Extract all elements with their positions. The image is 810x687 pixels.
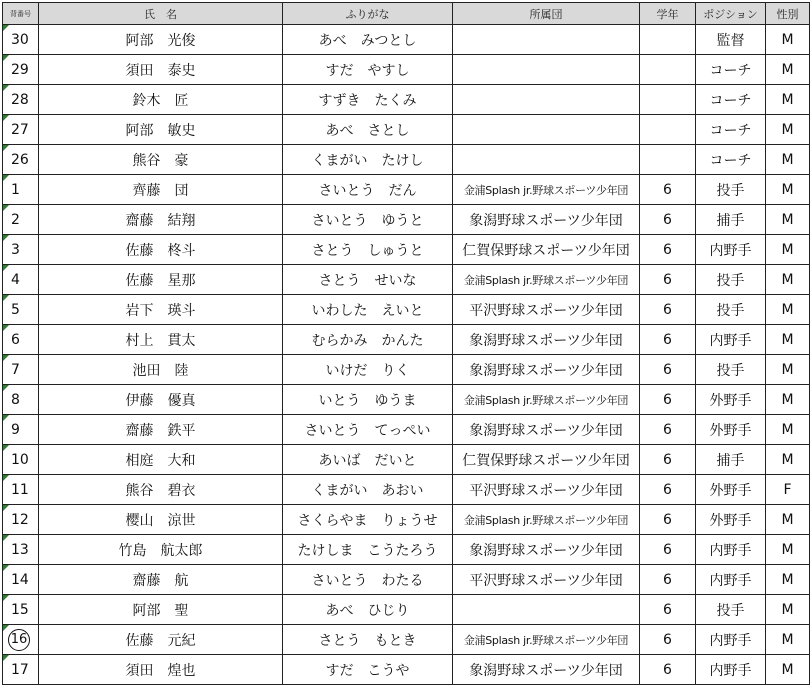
uniform-number: 4 [11, 271, 20, 288]
uniform-number: 15 [11, 601, 29, 618]
player-sex: M [766, 385, 810, 415]
player-team: 仁賀保野球スポーツ少年団 [453, 445, 640, 475]
player-position: 投手 [696, 595, 766, 625]
player-furigana: あべ さとし [283, 115, 453, 145]
player-grade: 6 [640, 535, 696, 565]
player-sex: M [766, 655, 810, 685]
header-name: 氏 名 [39, 3, 283, 25]
player-team: 象潟野球スポーツ少年団 [453, 355, 640, 385]
player-grade: 6 [640, 595, 696, 625]
table-row [3, 535, 810, 565]
player-team: 仁賀保野球スポーツ少年団 [453, 235, 640, 265]
uniform-number: 13 [11, 541, 29, 558]
player-sex: M [766, 625, 810, 655]
player-position: 内野手 [696, 325, 766, 355]
player-position: 外野手 [696, 475, 766, 505]
table-row [3, 235, 810, 265]
header-furigana: ふりがな [283, 3, 453, 25]
uniform-number: 1 [11, 181, 20, 198]
header-sex: 性別 [766, 3, 810, 25]
table-row [3, 655, 810, 685]
player-furigana: あべ ひじり [283, 595, 453, 625]
player-name: 齋藤 鉄平 [39, 415, 283, 445]
player-name: 佐藤 元紀 [39, 625, 283, 655]
player-team [453, 145, 640, 175]
uniform-number: 9 [11, 421, 20, 438]
player-grade: 6 [640, 625, 696, 655]
player-position: 内野手 [696, 625, 766, 655]
player-grade: 6 [640, 445, 696, 475]
uniform-number: 14 [11, 571, 29, 588]
player-sex: M [766, 175, 810, 205]
player-sex: M [766, 295, 810, 325]
player-furigana: あべ みつとし [283, 25, 453, 55]
uniform-number: 26 [11, 151, 29, 168]
uniform-number-cell [3, 115, 39, 145]
uniform-number-cell [3, 535, 39, 565]
player-sex: M [766, 565, 810, 595]
player-grade: 6 [640, 325, 696, 355]
player-sex: M [766, 415, 810, 445]
table-row [3, 595, 810, 625]
player-grade: 6 [640, 385, 696, 415]
player-grade [640, 25, 696, 55]
player-furigana: あいば だいと [283, 445, 453, 475]
player-name: 須田 煌也 [39, 655, 283, 685]
uniform-number-cell [3, 445, 39, 475]
player-position: 投手 [696, 265, 766, 295]
player-team [453, 595, 640, 625]
player-sex: M [766, 25, 810, 55]
player-sex: M [766, 505, 810, 535]
player-position: 内野手 [696, 655, 766, 685]
table-row [3, 325, 810, 355]
table-row [3, 415, 810, 445]
player-name: 阿部 敏史 [39, 115, 283, 145]
player-sex: M [766, 535, 810, 565]
uniform-number-cell [3, 175, 39, 205]
player-sex: M [766, 355, 810, 385]
uniform-number: 17 [11, 661, 29, 678]
player-furigana: さとう せいな [283, 265, 453, 295]
uniform-number-cell [3, 55, 39, 85]
uniform-number: 27 [11, 121, 29, 138]
player-position: コーチ [696, 85, 766, 115]
uniform-number: 3 [11, 241, 20, 258]
header-position: ポジション [696, 3, 766, 25]
player-grade: 6 [640, 655, 696, 685]
roster-table [2, 2, 810, 685]
uniform-number-cell [3, 655, 39, 685]
player-furigana: いけだ りく [283, 355, 453, 385]
player-name: 佐藤 星那 [39, 265, 283, 295]
table-row [3, 25, 810, 55]
uniform-number: 8 [11, 391, 20, 408]
uniform-number: 6 [11, 331, 20, 348]
header-grade: 学年 [640, 3, 696, 25]
player-sex: M [766, 55, 810, 85]
player-position: 内野手 [696, 235, 766, 265]
uniform-number-cell [3, 625, 39, 655]
player-furigana: さいとう てっぺい [283, 415, 453, 445]
player-name: 村上 貫太 [39, 325, 283, 355]
player-furigana: むらかみ かんた [283, 325, 453, 355]
player-team: 金浦Splash jr.野球スポーツ少年団 [453, 265, 640, 295]
player-furigana: さいとう だん [283, 175, 453, 205]
player-position: コーチ [696, 115, 766, 145]
player-furigana: さくらやま りょうせ [283, 505, 453, 535]
player-name: 岩下 瑛斗 [39, 295, 283, 325]
player-position: 投手 [696, 355, 766, 385]
player-furigana: さとう もとき [283, 625, 453, 655]
player-team: 平沢野球スポーツ少年団 [453, 565, 640, 595]
player-grade: 6 [640, 265, 696, 295]
table-row [3, 355, 810, 385]
player-sex: M [766, 325, 810, 355]
table-row [3, 505, 810, 535]
table-row [3, 385, 810, 415]
table-row [3, 205, 810, 235]
player-team: 金浦Splash jr.野球スポーツ少年団 [453, 175, 640, 205]
player-team: 金浦Splash jr.野球スポーツ少年団 [453, 505, 640, 535]
player-team: 金浦Splash jr.野球スポーツ少年団 [453, 385, 640, 415]
uniform-number-cell [3, 475, 39, 505]
table-row [3, 175, 810, 205]
player-furigana: すだ やすし [283, 55, 453, 85]
table-row [3, 115, 810, 145]
player-name: 樱山 涼世 [39, 505, 283, 535]
uniform-number: 12 [11, 511, 29, 528]
player-grade [640, 115, 696, 145]
player-grade: 6 [640, 415, 696, 445]
table-row [3, 445, 810, 475]
player-grade: 6 [640, 205, 696, 235]
player-name: 池田 陸 [39, 355, 283, 385]
uniform-number: 28 [11, 91, 29, 108]
player-position: 内野手 [696, 565, 766, 595]
uniform-number: 7 [11, 361, 20, 378]
player-grade: 6 [640, 235, 696, 265]
uniform-number-cell [3, 325, 39, 355]
uniform-number: 11 [11, 481, 29, 498]
player-position: 内野手 [696, 535, 766, 565]
player-name: 相庭 大和 [39, 445, 283, 475]
player-position: 外野手 [696, 385, 766, 415]
uniform-number-cell [3, 295, 39, 325]
roster-header [3, 3, 810, 25]
player-name: 齋藤 結翔 [39, 205, 283, 235]
player-sex: M [766, 265, 810, 295]
table-row [3, 145, 810, 175]
player-furigana: さとう しゅうと [283, 235, 453, 265]
player-sex: M [766, 205, 810, 235]
player-furigana: さいとう ゆうと [283, 205, 453, 235]
header-row [3, 3, 810, 25]
roster-body [3, 25, 810, 685]
player-furigana: いとう ゆうま [283, 385, 453, 415]
player-name: 須田 泰史 [39, 55, 283, 85]
uniform-number: 29 [11, 61, 29, 78]
uniform-number-cell [3, 595, 39, 625]
player-position: 捕手 [696, 445, 766, 475]
uniform-number-cell [3, 385, 39, 415]
uniform-number: 30 [11, 31, 29, 48]
player-team: 金浦Splash jr.野球スポーツ少年団 [453, 625, 640, 655]
player-sex: M [766, 445, 810, 475]
player-name: 佐藤 柊斗 [39, 235, 283, 265]
uniform-number: 2 [11, 211, 20, 228]
player-name: 伊藤 優真 [39, 385, 283, 415]
table-row [3, 265, 810, 295]
table-row [3, 565, 810, 595]
uniform-number: 10 [11, 451, 29, 468]
player-name: 熊谷 碧衣 [39, 475, 283, 505]
uniform-number-cell [3, 85, 39, 115]
player-team [453, 25, 640, 55]
player-name: 齊藤 団 [39, 175, 283, 205]
player-sex: M [766, 595, 810, 625]
player-position: コーチ [696, 55, 766, 85]
player-name: 鈴木 匠 [39, 85, 283, 115]
player-grade [640, 55, 696, 85]
player-furigana: いわした えいと [283, 295, 453, 325]
player-grade: 6 [640, 295, 696, 325]
uniform-number-cell [3, 145, 39, 175]
uniform-number-cell [3, 415, 39, 445]
player-team: 平沢野球スポーツ少年団 [453, 295, 640, 325]
table-row [3, 85, 810, 115]
player-name: 熊谷 豪 [39, 145, 283, 175]
player-position: コーチ [696, 145, 766, 175]
uniform-number-cell [3, 505, 39, 535]
player-position: 投手 [696, 295, 766, 325]
player-furigana: くまがい たけし [283, 145, 453, 175]
player-grade: 6 [640, 475, 696, 505]
table-row [3, 625, 810, 655]
player-furigana: くまがい あおい [283, 475, 453, 505]
uniform-number: 5 [11, 301, 20, 318]
player-sex: M [766, 85, 810, 115]
player-name: 竹島 航太郎 [39, 535, 283, 565]
player-team: 象潟野球スポーツ少年団 [453, 415, 640, 445]
player-grade [640, 145, 696, 175]
table-row [3, 295, 810, 325]
player-furigana: たけしま こうたろう [283, 535, 453, 565]
header-team: 所属団 [453, 3, 640, 25]
uniform-number-cell [3, 25, 39, 55]
player-sex: M [766, 235, 810, 265]
uniform-number-cell [3, 265, 39, 295]
player-position: 捕手 [696, 205, 766, 235]
player-furigana: すだ こうや [283, 655, 453, 685]
table-row [3, 475, 810, 505]
player-team: 象潟野球スポーツ少年団 [453, 205, 640, 235]
player-team [453, 85, 640, 115]
player-sex: M [766, 145, 810, 175]
player-team [453, 115, 640, 145]
uniform-number-cell [3, 565, 39, 595]
player-grade [640, 85, 696, 115]
table-row [3, 55, 810, 85]
player-position: 外野手 [696, 415, 766, 445]
player-name: 阿部 光俊 [39, 25, 283, 55]
uniform-number-cell [3, 235, 39, 265]
player-position: 監督 [696, 25, 766, 55]
player-sex: M [766, 115, 810, 145]
player-team: 象潟野球スポーツ少年団 [453, 535, 640, 565]
player-name: 齋藤 航 [39, 565, 283, 595]
player-furigana: すずき たくみ [283, 85, 453, 115]
player-team: 平沢野球スポーツ少年団 [453, 475, 640, 505]
player-team: 象潟野球スポーツ少年団 [453, 655, 640, 685]
player-position: 外野手 [696, 505, 766, 535]
player-grade: 6 [640, 505, 696, 535]
player-grade: 6 [640, 175, 696, 205]
header-number: 背番号 [3, 3, 39, 25]
player-grade: 6 [640, 565, 696, 595]
uniform-number: 16 [8, 629, 30, 651]
player-sex: F [766, 475, 810, 505]
player-grade: 6 [640, 355, 696, 385]
player-team [453, 55, 640, 85]
uniform-number-cell [3, 355, 39, 385]
player-furigana: さいとう わたる [283, 565, 453, 595]
uniform-number-cell [3, 205, 39, 235]
player-team: 象潟野球スポーツ少年団 [453, 325, 640, 355]
player-position: 投手 [696, 175, 766, 205]
player-name: 阿部 聖 [39, 595, 283, 625]
